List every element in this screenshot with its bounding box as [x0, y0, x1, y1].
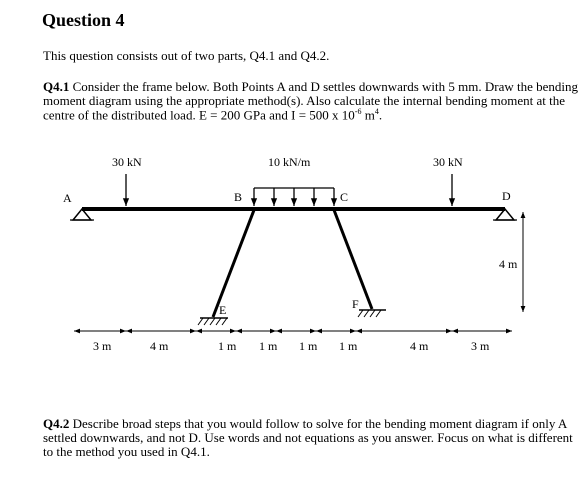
span-label: 1 m: [218, 339, 237, 353]
node-e-label: E: [219, 303, 227, 317]
column-cf: [334, 210, 372, 309]
span-label: 3 m: [93, 339, 112, 353]
support-e-fixed: [198, 318, 228, 325]
span-label: 1 m: [299, 339, 318, 353]
node-a-label: A: [63, 191, 72, 205]
node-f-label: F: [352, 297, 359, 311]
span-label: 4 m: [150, 339, 169, 353]
question-intro: This question consists out of two parts, Q4.1 and Q4.2.: [43, 48, 330, 63]
q41-unit: m: [361, 107, 375, 123]
column-be: [213, 210, 254, 317]
q41-text: Consider the frame below. Both Points A and D settles downwards with 5 mm. Draw the bending moment diagram using the appropriate method(s). Also calculate the internal bending moment at the centre of the distributed load. E = 200 GPa and I = 500 x 10: [43, 79, 578, 123]
q41-label: Q4.1: [43, 79, 70, 94]
q42-label: Q4.2: [43, 416, 70, 431]
load-left-label: 30 kN: [112, 155, 142, 169]
span-label: 1 m: [339, 339, 358, 353]
q42-text: Describe broad steps that you would follow to solve for the bending moment diagram if only A settled downwards, and not D. Use words and not equations as you answer. Focus on what is different to the method you used in Q4.1.: [43, 416, 573, 460]
q41-exponent-1: -6: [354, 107, 362, 117]
span-label: 4 m: [410, 339, 429, 353]
support-f-fixed: [358, 310, 386, 317]
question-title: Question 4: [42, 10, 125, 30]
node-c-label: C: [340, 190, 349, 204]
node-d-label: D: [502, 189, 511, 203]
node-b-label: B: [234, 190, 243, 204]
span-label: 1 m: [259, 339, 278, 353]
span-label: 3 m: [471, 339, 490, 353]
q41-end: .: [378, 107, 383, 123]
load-udl-label: 10 kN/m: [268, 155, 311, 169]
load-right-label: 30 kN: [433, 155, 463, 169]
height-label: 4 m: [499, 257, 518, 271]
q41-exponent-2: 4: [374, 107, 379, 117]
udl-arrows: [254, 188, 334, 206]
q42-paragraph: [43, 417, 573, 459]
